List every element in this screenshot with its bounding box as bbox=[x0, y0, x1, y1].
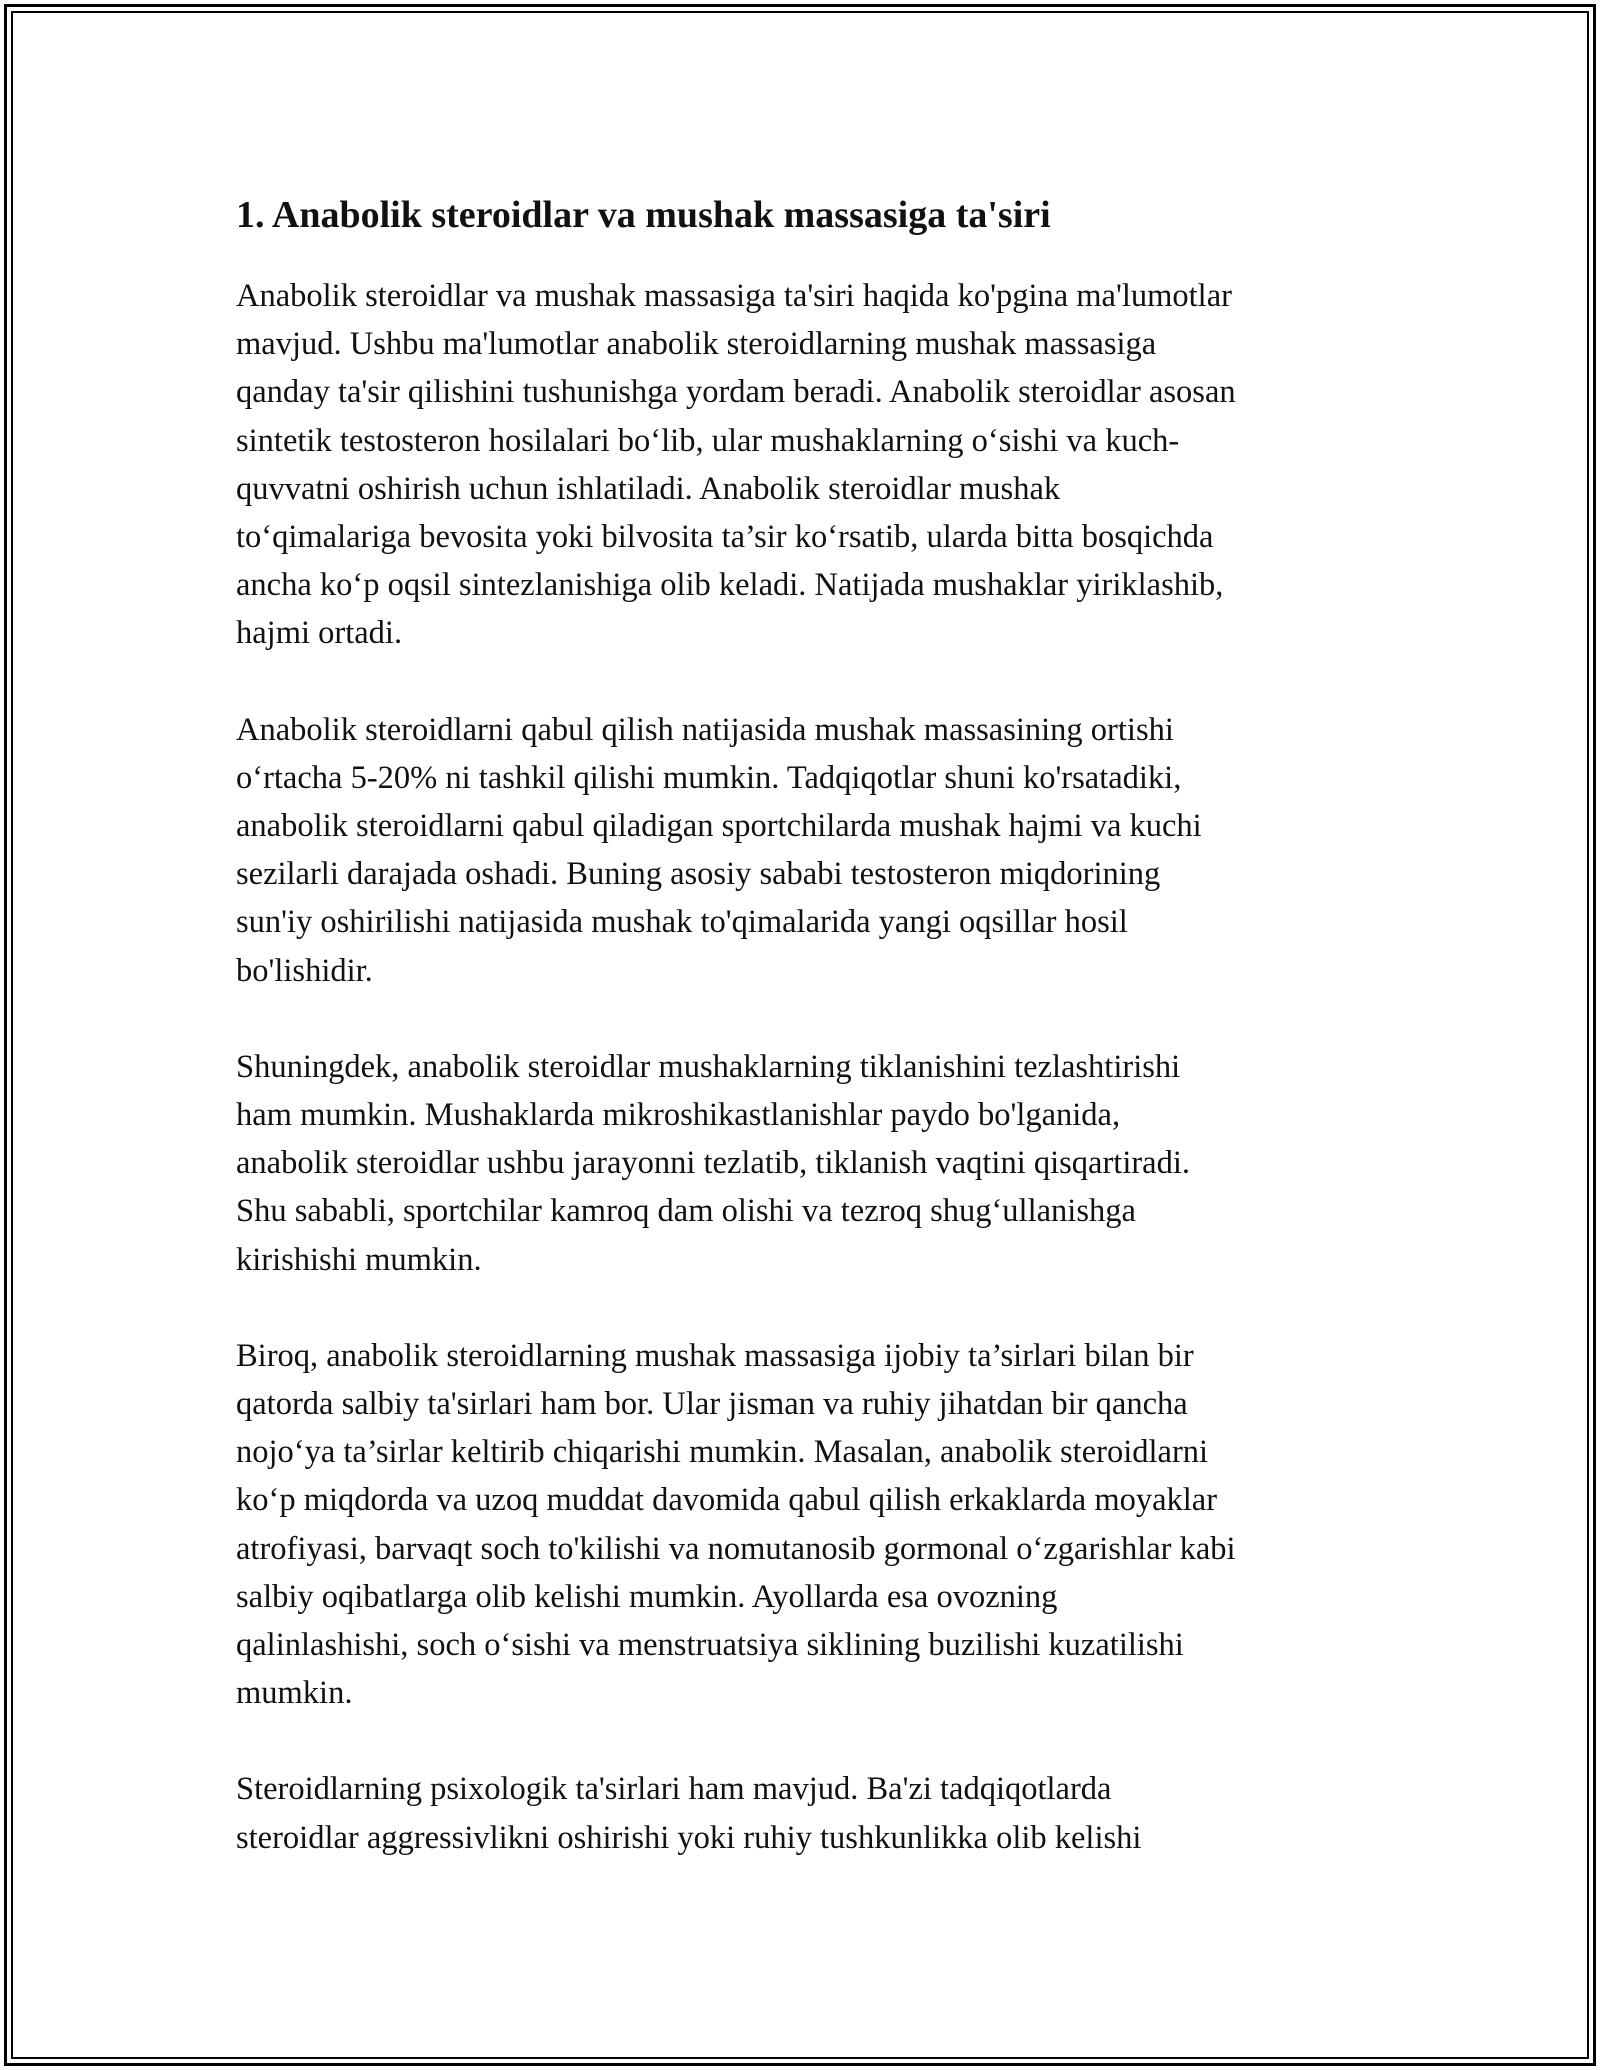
paragraph-5: Steroidlarning psixologik ta'sirlari ham mavjud. Ba'zi tadqiqotlarda steroidlar aggressivlikni oshirishi yoki ruhiy tushkunlikka olib kelishi bbox=[236, 1771, 1142, 1856]
paragraph-4: Biroq, anabolik steroidlarning mushak massasiga ijobiy ta’sirlari bilan bir qatorda salbiy ta'sirlari ham bor. Ular jisman va ruhiy jihatdan bir qancha nojo‘ya ta’sirlar keltirib chiqarishi mumkin. Masalan, anabolik steroidlarni ko‘p miqdorda va uzoq muddat davomida qabul qilish erkaklarda moyaklar atrofiyasi, barvaqt soch to'kilishi va nomutanosib gormonal o‘zgarishlar kabi salbiy oqibatlarga olib kelishi mumkin. Ayollarda esa ovozning qalinlashishi, soch o‘sishi va menstruatsiya siklining buzilishi kuzatilishi mumkin. bbox=[236, 1337, 1236, 1712]
paragraph-3: Shuningdek, anabolik steroidlar mushaklarning tiklanishini tezlashtirishi ham mumkin. Mushaklarda mikroshikastlanishlar paydo bo'lganida, anabolik steroidlar ushbu jarayonni tezlatib, tiklanish vaqtini qisqartiradi. Shu sababli, sportchilar kamroq dam olishi va tezroq shug‘ullanishga kirishishi mumkin. bbox=[236, 1048, 1191, 1278]
paragraph-2: Anabolik steroidlarni qabul qilish natijasida mushak massasining ortishi o‘rtacha 5-20% ni tashkil qilishi mumkin. Tadqiqotlar shuni ko'rsatadiki, anabolik steroidlarni qabul qiladigan sportchilarda mushak hajmi va kuchi sezilarli darajada oshadi. Buning asosiy sababi testosteron miqdorining sun'iy oshirilishi natijasida mushak to'qimalarida yangi oqsillar hosil bo'lishidir. bbox=[236, 711, 1202, 989]
section-heading: 1. Anabolik steroidlar va mushak massasiga ta'siri bbox=[236, 194, 1051, 236]
paragraph-1: Anabolik steroidlar va mushak massasiga ta'siri haqida ko'pgina ma'lumotlar mavjud. Ushbu ma'lumotlar anabolik steroidlarning mushak massasiga qanday ta'sir qilishini tushunishga yordam beradi. Anabolik steroidlar asosan sintetik testosteron hosilalari bo‘lib, ular mushaklarning o‘sishi va kuch- quvvatni oshirish uchun ishlatiladi. Anabolik steroidlar mushak to‘qimalariga bevosita yoki bilvosita ta’sir ko‘rsatib, ularda bitta bosqichda ancha ko‘p oqsil sintezlanishiga olib keladi. Natijada mushaklar yiriklashib, hajmi ortadi. bbox=[236, 278, 1236, 652]
document-page bbox=[236, 188, 1376, 1910]
